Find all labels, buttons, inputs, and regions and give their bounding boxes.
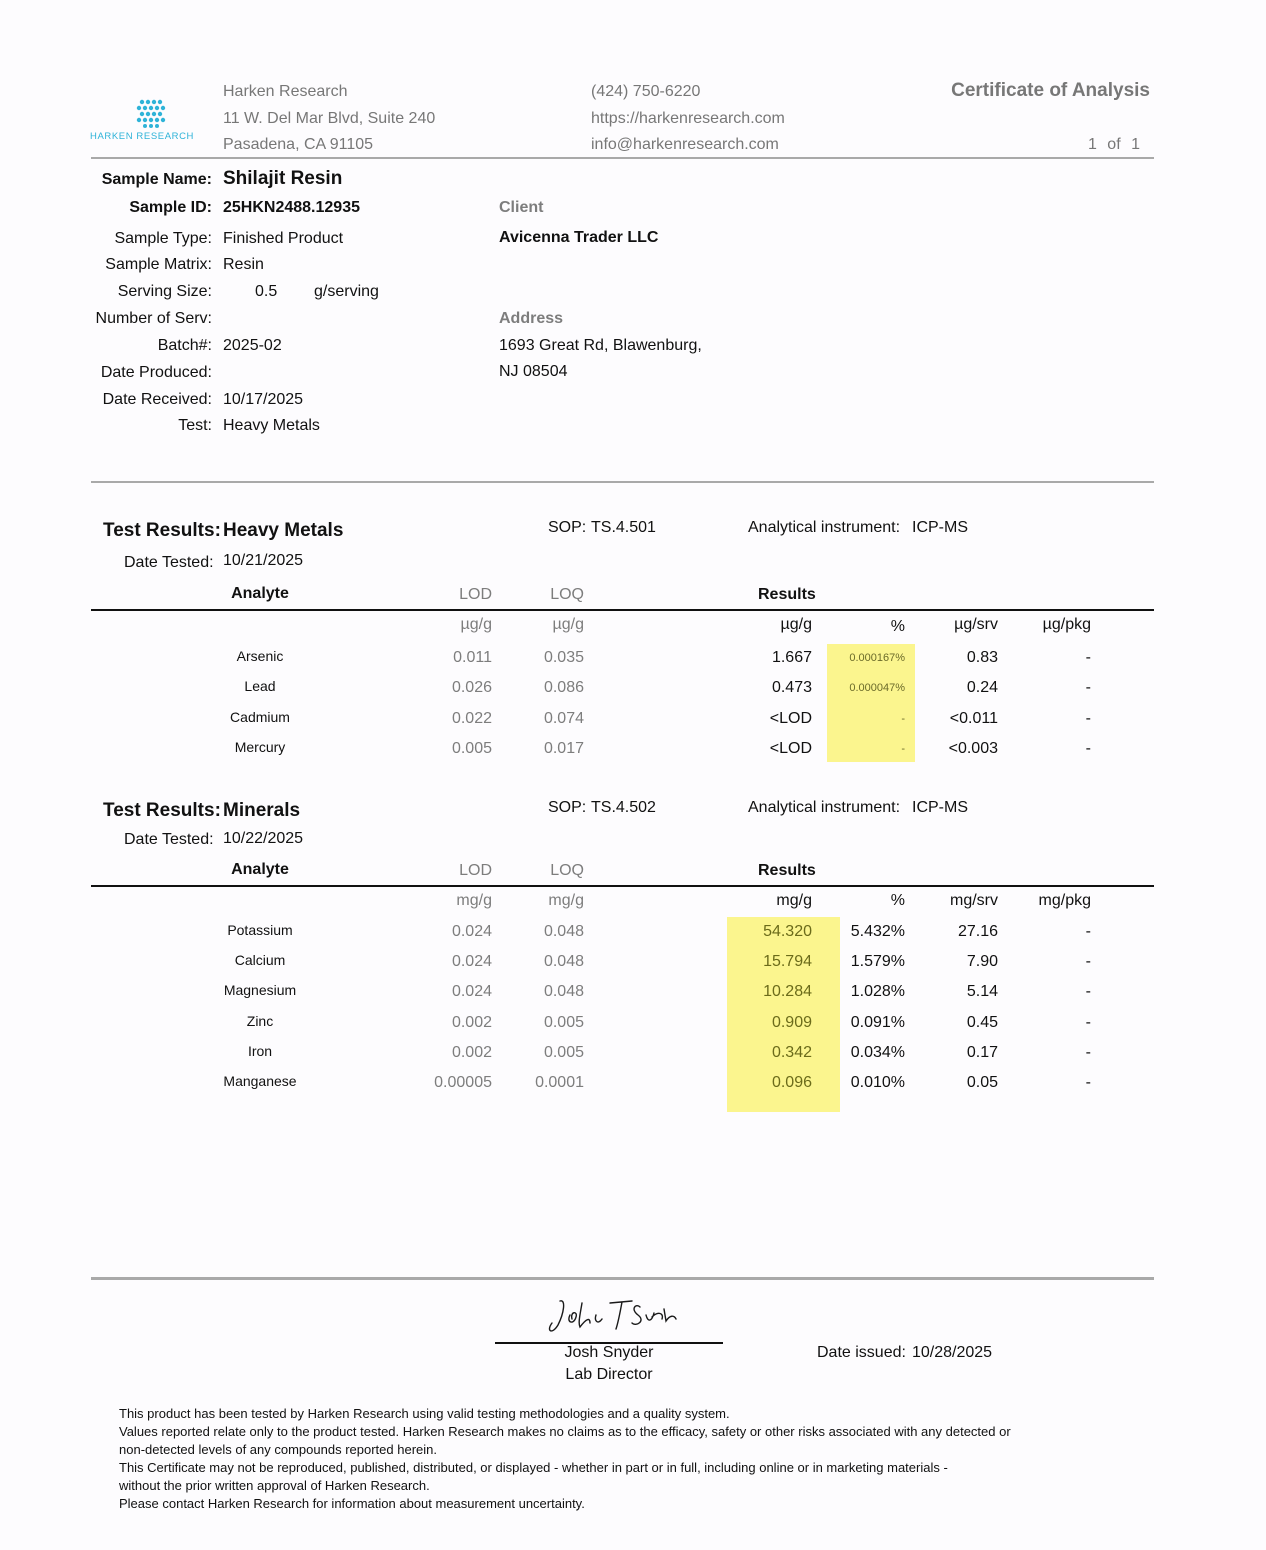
lod-cell: 0.026 — [451, 679, 492, 696]
signer-role: Lab Director — [565, 1366, 653, 1383]
loq-cell: 0.017 — [543, 740, 584, 757]
loq-cell: 0.005 — [543, 1044, 584, 1061]
min-col-loq: LOQ — [550, 862, 584, 879]
analyte-cell: Zinc — [246, 1013, 274, 1029]
result-cell: 15.794 — [763, 953, 812, 970]
min-col-lod: LOD — [459, 862, 492, 879]
hm-col-analyte: Analyte — [231, 585, 289, 602]
percent-cell: 5.432% — [850, 923, 905, 940]
signer-name: Josh Snyder — [564, 1344, 654, 1361]
min-unit-res: mg/g — [776, 892, 812, 909]
result-cell: 0.909 — [771, 1014, 812, 1031]
hm-col-lod: LOD — [459, 586, 492, 603]
analyte-cell: Arsenic — [236, 648, 284, 664]
disclaimer-line: Values reported relate only to the product tested. Harken Research makes no claims as to the efficacy, safety or other risks associated with any detected or — [119, 1424, 1011, 1439]
company-name: Harken Research — [223, 83, 348, 100]
lod-cell: 0.024 — [451, 923, 492, 940]
hm-unit-lod: µg/g — [460, 616, 492, 633]
loq-cell: 0.048 — [543, 923, 584, 940]
analyte-cell: Cadmium — [230, 709, 290, 725]
sample-matrix: Resin — [223, 256, 264, 273]
lod-cell: 0.002 — [451, 1014, 492, 1031]
percent-cell: 0.034% — [850, 1044, 905, 1061]
hm-date: 10/21/2025 — [223, 552, 304, 569]
document-title: Certificate of Analysis — [951, 80, 1150, 101]
hm-unit-pkg: µg/pkg — [1042, 616, 1091, 633]
analyte-cell: Iron — [247, 1043, 273, 1059]
min-sop: TS.4.502 — [591, 799, 656, 816]
company-address-1: 11 W. Del Mar Blvd, Suite 240 — [223, 110, 436, 127]
sample-type: Finished Product — [223, 230, 344, 247]
page-current: 1 — [1087, 136, 1097, 153]
client-name: Avicenna Trader LLC — [499, 229, 659, 246]
sample-name-label: Sample Name: — [101, 171, 212, 188]
info-divider — [91, 481, 1154, 483]
lod-cell: 0.002 — [451, 1044, 492, 1061]
date-received-label: Date Received: — [102, 391, 212, 408]
disclaimer — [119, 1405, 1011, 1513]
client-address-1: 1693 Great Rd, Blawenburg, — [499, 337, 702, 354]
date-produced-label: Date Produced: — [100, 364, 212, 381]
sample-id-label: Sample ID: — [129, 199, 212, 216]
logo-text: HARKEN RESEARCH — [90, 131, 195, 142]
analyte-cell: Calcium — [234, 952, 286, 968]
lod-cell: 0.022 — [451, 710, 492, 727]
test-value: Heavy Metals — [223, 417, 320, 434]
min-instrument-label: Analytical instrument: — [748, 799, 901, 816]
hm-header-rule — [91, 609, 1154, 611]
signature-image — [540, 1293, 690, 1339]
per-package-cell: - — [1085, 1074, 1091, 1091]
min-sop-label: SOP: — [548, 799, 587, 816]
disclaimer-line: without the prior written approval of Harken Research. — [119, 1478, 430, 1493]
lod-cell: 0.024 — [451, 953, 492, 970]
percent-cell: - — [901, 743, 905, 755]
lod-cell: 0.011 — [453, 649, 492, 666]
min-unit-pct: % — [890, 892, 905, 909]
company-email[interactable]: info@harkenresearch.com — [591, 136, 779, 153]
analyte-cell: Lead — [244, 678, 276, 694]
per-serving-cell: 0.45 — [966, 1014, 998, 1031]
per-package-cell: - — [1085, 983, 1091, 1000]
hm-title: Heavy Metals — [223, 520, 344, 541]
loq-cell: 0.074 — [543, 710, 584, 727]
result-cell: 54.320 — [763, 923, 812, 940]
percent-cell: 1.579% — [850, 953, 905, 970]
company-logo — [88, 96, 220, 144]
percent-cell: 0.000047% — [849, 682, 905, 694]
hm-date-label: Date Tested: — [124, 554, 214, 571]
per-serving-cell: 5.14 — [966, 983, 998, 1000]
per-package-cell: - — [1085, 1044, 1091, 1061]
footer-divider — [91, 1277, 1154, 1280]
date-issued: 10/28/2025 — [912, 1344, 993, 1361]
lod-cell: 0.005 — [451, 740, 492, 757]
loq-cell: 0.048 — [543, 953, 584, 970]
min-header-rule — [91, 885, 1154, 887]
batch-label: Batch#: — [157, 337, 212, 354]
result-cell: <LOD — [769, 710, 812, 727]
per-serving-cell: 7.90 — [966, 953, 998, 970]
result-cell: 0.473 — [771, 679, 812, 696]
serving-size-value: 0.5 — [255, 283, 278, 300]
page-of: of — [1107, 136, 1121, 153]
per-package-cell: - — [1085, 953, 1091, 970]
hm-instrument: ICP-MS — [912, 519, 968, 536]
min-unit-pkg: mg/pkg — [1038, 892, 1091, 909]
result-cell: <LOD — [769, 740, 812, 757]
test-label: Test: — [178, 417, 212, 434]
per-serving-cell: 0.24 — [966, 679, 998, 696]
client-address-label: Address — [499, 310, 564, 327]
batch-value: 2025-02 — [223, 337, 282, 354]
percent-cell: 0.091% — [850, 1014, 905, 1031]
company-website[interactable]: https://harkenresearch.com — [591, 110, 785, 127]
disclaimer-line: Please contact Harken Research for information about measurement uncertainty. — [119, 1496, 585, 1511]
percent-cell: 0.000167% — [849, 652, 905, 664]
client-address-2: NJ 08504 — [499, 363, 568, 380]
per-serving-cell: 0.83 — [966, 649, 998, 666]
disclaimer-line: This Certificate may not be reproduced, published, distributed, or displayed - whether in part or in full, including online or in marketing materials - — [119, 1460, 948, 1475]
analyte-cell: Magnesium — [223, 982, 297, 998]
per-package-cell: - — [1085, 1014, 1091, 1031]
min-col-analyte: Analyte — [231, 861, 289, 878]
per-serving-cell: 27.16 — [957, 923, 998, 940]
result-cell: 10.284 — [763, 983, 812, 1000]
num-servings-label: Number of Serv: — [95, 310, 212, 327]
per-package-cell: - — [1085, 923, 1091, 940]
hm-title-prefix: Test Results: — [103, 520, 221, 541]
loq-cell: 0.005 — [543, 1014, 584, 1031]
hm-unit-pct: % — [890, 618, 905, 635]
analyte-cell: Manganese — [223, 1073, 297, 1089]
min-unit-lod: mg/g — [456, 892, 492, 909]
date-issued-label: Date issued: — [817, 1344, 906, 1361]
result-cell: 0.342 — [771, 1044, 812, 1061]
per-serving-cell: <0.003 — [948, 740, 998, 757]
loq-cell: 0.035 — [543, 649, 584, 666]
company-address-2: Pasadena, CA 91105 — [223, 136, 374, 153]
percent-cell: 0.010% — [850, 1074, 905, 1091]
loq-cell: 0.0001 — [535, 1074, 584, 1091]
client-label: Client — [499, 199, 544, 216]
min-title: Minerals — [223, 800, 301, 821]
analyte-cell: Potassium — [227, 922, 293, 938]
page-indicator — [1088, 136, 1140, 154]
page-total: 1 — [1131, 136, 1140, 153]
min-unit-srv: mg/srv — [950, 892, 998, 909]
result-cell: 1.667 — [771, 649, 812, 666]
company-phone: (424) 750-6220 — [591, 83, 701, 100]
lod-cell: 0.024 — [451, 983, 492, 1000]
lod-cell: 0.00005 — [434, 1074, 492, 1091]
header-divider — [91, 157, 1154, 159]
min-date: 10/22/2025 — [223, 830, 304, 847]
result-cell: 0.096 — [771, 1074, 812, 1091]
sample-name: Shilajit Resin — [223, 168, 343, 189]
percent-cell: 1.028% — [850, 983, 905, 1000]
hm-unit-loq: µg/g — [552, 616, 584, 633]
analyte-cell: Mercury — [234, 739, 286, 755]
disclaimer-line: non-detected levels of any compounds reported herein. — [119, 1442, 437, 1457]
percent-cell: - — [901, 713, 905, 725]
date-received: 10/17/2025 — [223, 391, 304, 408]
hm-unit-res: µg/g — [780, 616, 812, 633]
min-date-label: Date Tested: — [124, 831, 214, 848]
disclaimer-line: This product has been tested by Harken Research using valid testing methodologies and a quality system. — [119, 1406, 730, 1421]
per-package-cell: - — [1085, 710, 1091, 727]
hm-col-results: Results — [758, 586, 816, 603]
per-package-cell: - — [1085, 649, 1091, 666]
per-serving-cell: 0.05 — [966, 1074, 998, 1091]
hm-sop: TS.4.501 — [591, 519, 656, 536]
sample-id: 25HKN2488.12935 — [223, 199, 360, 216]
min-unit-loq: mg/g — [548, 892, 584, 909]
loq-cell: 0.086 — [543, 679, 584, 696]
hm-col-loq: LOQ — [550, 586, 584, 603]
hm-sop-label: SOP: — [548, 519, 587, 536]
min-col-results: Results — [758, 862, 816, 879]
loq-cell: 0.048 — [543, 983, 584, 1000]
sample-type-label: Sample Type: — [114, 230, 212, 247]
per-serving-cell: <0.011 — [949, 710, 998, 727]
per-package-cell: - — [1085, 679, 1091, 696]
min-instrument: ICP-MS — [912, 799, 968, 816]
per-package-cell: - — [1085, 740, 1091, 757]
serving-size-unit: g/serving — [314, 283, 379, 300]
per-serving-cell: 0.17 — [966, 1044, 998, 1061]
hm-instrument-label: Analytical instrument: — [748, 519, 901, 536]
serving-size-label: Serving Size: — [117, 283, 212, 300]
sample-matrix-label: Sample Matrix: — [105, 256, 212, 273]
hm-unit-srv: µg/srv — [954, 616, 998, 633]
min-title-prefix: Test Results: — [103, 800, 221, 821]
